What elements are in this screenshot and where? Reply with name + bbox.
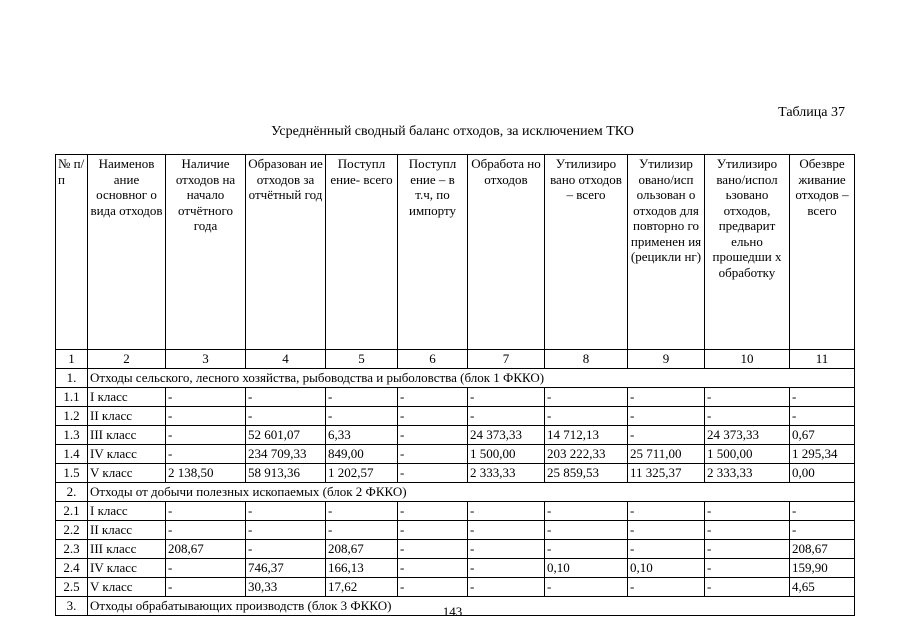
value-cell: - — [326, 521, 398, 540]
value-cell: - — [705, 540, 790, 559]
value-cell: 203 222,33 — [545, 445, 628, 464]
value-cell: - — [545, 521, 628, 540]
hazard-class-cell: II класс — [88, 407, 166, 426]
value-cell: - — [166, 559, 246, 578]
table-row — [56, 540, 855, 559]
value-cell: - — [705, 388, 790, 407]
table-row — [56, 445, 855, 464]
value-cell: - — [246, 540, 326, 559]
table-row — [56, 426, 855, 445]
value-cell: 159,90 — [790, 559, 855, 578]
value-cell: 0,67 — [790, 426, 855, 445]
value-cell: - — [398, 521, 468, 540]
value-cell: - — [790, 388, 855, 407]
column-number: 3 — [166, 350, 246, 369]
column-header: № п/п — [56, 155, 88, 350]
value-cell: - — [468, 521, 545, 540]
value-cell: - — [398, 559, 468, 578]
value-cell: 25 859,53 — [545, 464, 628, 483]
table-caption: Усреднённый сводный баланс отходов, за исключением ТКО — [271, 124, 634, 139]
value-cell: - — [468, 407, 545, 426]
value-cell: - — [705, 578, 790, 597]
row-index: 1.4 — [56, 445, 88, 464]
value-cell: - — [246, 407, 326, 426]
value-cell: - — [705, 521, 790, 540]
value-cell: 25 711,00 — [628, 445, 705, 464]
value-cell: - — [545, 407, 628, 426]
value-cell: - — [628, 407, 705, 426]
value-cell: - — [398, 464, 468, 483]
value-cell: - — [166, 578, 246, 597]
value-cell: - — [166, 445, 246, 464]
value-cell: - — [705, 407, 790, 426]
value-cell: 208,67 — [790, 540, 855, 559]
value-cell: 24 373,33 — [705, 426, 790, 445]
value-cell: - — [246, 521, 326, 540]
row-index: 1.3 — [56, 426, 88, 445]
value-cell: - — [628, 426, 705, 445]
value-cell: 0,00 — [790, 464, 855, 483]
value-cell: - — [468, 578, 545, 597]
value-cell: - — [790, 521, 855, 540]
column-number-row — [56, 350, 855, 369]
value-cell: 14 712,13 — [545, 426, 628, 445]
column-number: 10 — [705, 350, 790, 369]
block-header-row — [56, 483, 855, 502]
column-header: Наименов ание основног о вида отходов — [88, 155, 166, 350]
table-label: Таблица 37 — [778, 105, 845, 120]
value-cell: - — [398, 540, 468, 559]
value-cell: - — [166, 521, 246, 540]
table-row — [56, 521, 855, 540]
block-index: 2. — [56, 483, 88, 502]
hazard-class-cell: III класс — [88, 426, 166, 445]
waste-balance-table — [55, 154, 855, 616]
value-cell: - — [166, 502, 246, 521]
value-cell: 1 295,34 — [790, 445, 855, 464]
value-cell: - — [790, 407, 855, 426]
value-cell: 30,33 — [246, 578, 326, 597]
value-cell: - — [468, 540, 545, 559]
value-cell: - — [628, 578, 705, 597]
column-number: 1 — [56, 350, 88, 369]
value-cell: - — [398, 502, 468, 521]
value-cell: 58 913,36 — [246, 464, 326, 483]
block-title: Отходы от добычи полезных ископаемых (блок 2 ФККО) — [88, 483, 855, 502]
value-cell: - — [545, 578, 628, 597]
row-index: 2.5 — [56, 578, 88, 597]
value-cell: - — [628, 521, 705, 540]
column-header: Образован ие отходов за отчётный год — [246, 155, 326, 350]
table-row — [56, 464, 855, 483]
value-cell: 0,10 — [628, 559, 705, 578]
value-cell: 746,37 — [246, 559, 326, 578]
column-number: 9 — [628, 350, 705, 369]
column-header: Утилизиро вано отходов – всего — [545, 155, 628, 350]
column-header: Поступл ение- всего — [326, 155, 398, 350]
row-index: 1.2 — [56, 407, 88, 426]
value-cell: 2 333,33 — [468, 464, 545, 483]
value-cell: - — [628, 388, 705, 407]
value-cell: 17,62 — [326, 578, 398, 597]
value-cell: - — [705, 559, 790, 578]
hazard-class-cell: V класс — [88, 578, 166, 597]
value-cell: - — [246, 388, 326, 407]
value-cell: 234 709,33 — [246, 445, 326, 464]
column-number: 8 — [545, 350, 628, 369]
value-cell: - — [398, 445, 468, 464]
value-cell: 208,67 — [326, 540, 398, 559]
value-cell: 166,13 — [326, 559, 398, 578]
table-row — [56, 502, 855, 521]
value-cell: - — [468, 502, 545, 521]
value-cell: - — [545, 502, 628, 521]
value-cell: 2 333,33 — [705, 464, 790, 483]
column-header: Обезвре живание отходов – всего — [790, 155, 855, 350]
value-cell: - — [246, 502, 326, 521]
table-row — [56, 407, 855, 426]
value-cell: - — [790, 502, 855, 521]
hazard-class-cell: I класс — [88, 388, 166, 407]
column-number: 11 — [790, 350, 855, 369]
column-number: 2 — [88, 350, 166, 369]
value-cell: - — [628, 540, 705, 559]
table-row — [56, 559, 855, 578]
column-number: 4 — [246, 350, 326, 369]
block-header-row — [56, 369, 855, 388]
block-index: 3. — [56, 597, 88, 616]
row-index: 2.1 — [56, 502, 88, 521]
column-number: 6 — [398, 350, 468, 369]
value-cell: - — [705, 502, 790, 521]
value-cell: - — [326, 388, 398, 407]
column-number: 7 — [468, 350, 545, 369]
hazard-class-cell: V класс — [88, 464, 166, 483]
value-cell: - — [628, 502, 705, 521]
block-index: 1. — [56, 369, 88, 388]
value-cell: - — [398, 578, 468, 597]
row-index: 1.5 — [56, 464, 88, 483]
hazard-class-cell: IV класс — [88, 559, 166, 578]
block-title: Отходы обрабатывающих производств (блок 3 ФККО) — [88, 597, 855, 616]
column-number: 5 — [326, 350, 398, 369]
row-index: 2.3 — [56, 540, 88, 559]
block-title: Отходы сельского, лесного хозяйства, рыбоводства и рыболовства (блок 1 ФККО) — [88, 369, 855, 388]
value-cell: 2 138,50 — [166, 464, 246, 483]
hazard-class-cell: II класс — [88, 521, 166, 540]
value-cell: - — [166, 388, 246, 407]
value-cell: 1 500,00 — [705, 445, 790, 464]
row-index: 1.1 — [56, 388, 88, 407]
row-index: 2.2 — [56, 521, 88, 540]
value-cell: 4,65 — [790, 578, 855, 597]
value-cell: 208,67 — [166, 540, 246, 559]
column-header: Поступл ение – в т.ч, по импорту — [398, 155, 468, 350]
value-cell: 0,10 — [545, 559, 628, 578]
value-cell: - — [545, 388, 628, 407]
value-cell: 11 325,37 — [628, 464, 705, 483]
table-row — [56, 388, 855, 407]
column-header: Утилизир овано/исп ользован о отходов для повторно го применен ия (рецикли нг) — [628, 155, 705, 350]
value-cell: - — [398, 426, 468, 445]
value-cell: 6,33 — [326, 426, 398, 445]
value-cell: - — [398, 407, 468, 426]
hazard-class-cell: III класс — [88, 540, 166, 559]
column-header: Наличие отходов на начало отчётного года — [166, 155, 246, 350]
value-cell: 1 202,57 — [326, 464, 398, 483]
row-index: 2.4 — [56, 559, 88, 578]
value-cell: - — [545, 540, 628, 559]
value-cell: 24 373,33 — [468, 426, 545, 445]
value-cell: - — [468, 388, 545, 407]
value-cell: - — [326, 502, 398, 521]
page-number: 143 — [442, 604, 463, 619]
hazard-class-cell: IV класс — [88, 445, 166, 464]
value-cell: - — [326, 407, 398, 426]
column-header: Утилизиро вано/испол ьзовано отходов, предварит ельно прошедши х обработку — [705, 155, 790, 350]
value-cell: 52 601,07 — [246, 426, 326, 445]
value-cell: 1 500,00 — [468, 445, 545, 464]
table-row — [56, 578, 855, 597]
hazard-class-cell: I класс — [88, 502, 166, 521]
header-row — [56, 155, 855, 350]
value-cell: - — [468, 559, 545, 578]
value-cell: - — [166, 407, 246, 426]
value-cell: 849,00 — [326, 445, 398, 464]
column-header: Обработа но отходов — [468, 155, 545, 350]
value-cell: - — [166, 426, 246, 445]
value-cell: - — [398, 388, 468, 407]
